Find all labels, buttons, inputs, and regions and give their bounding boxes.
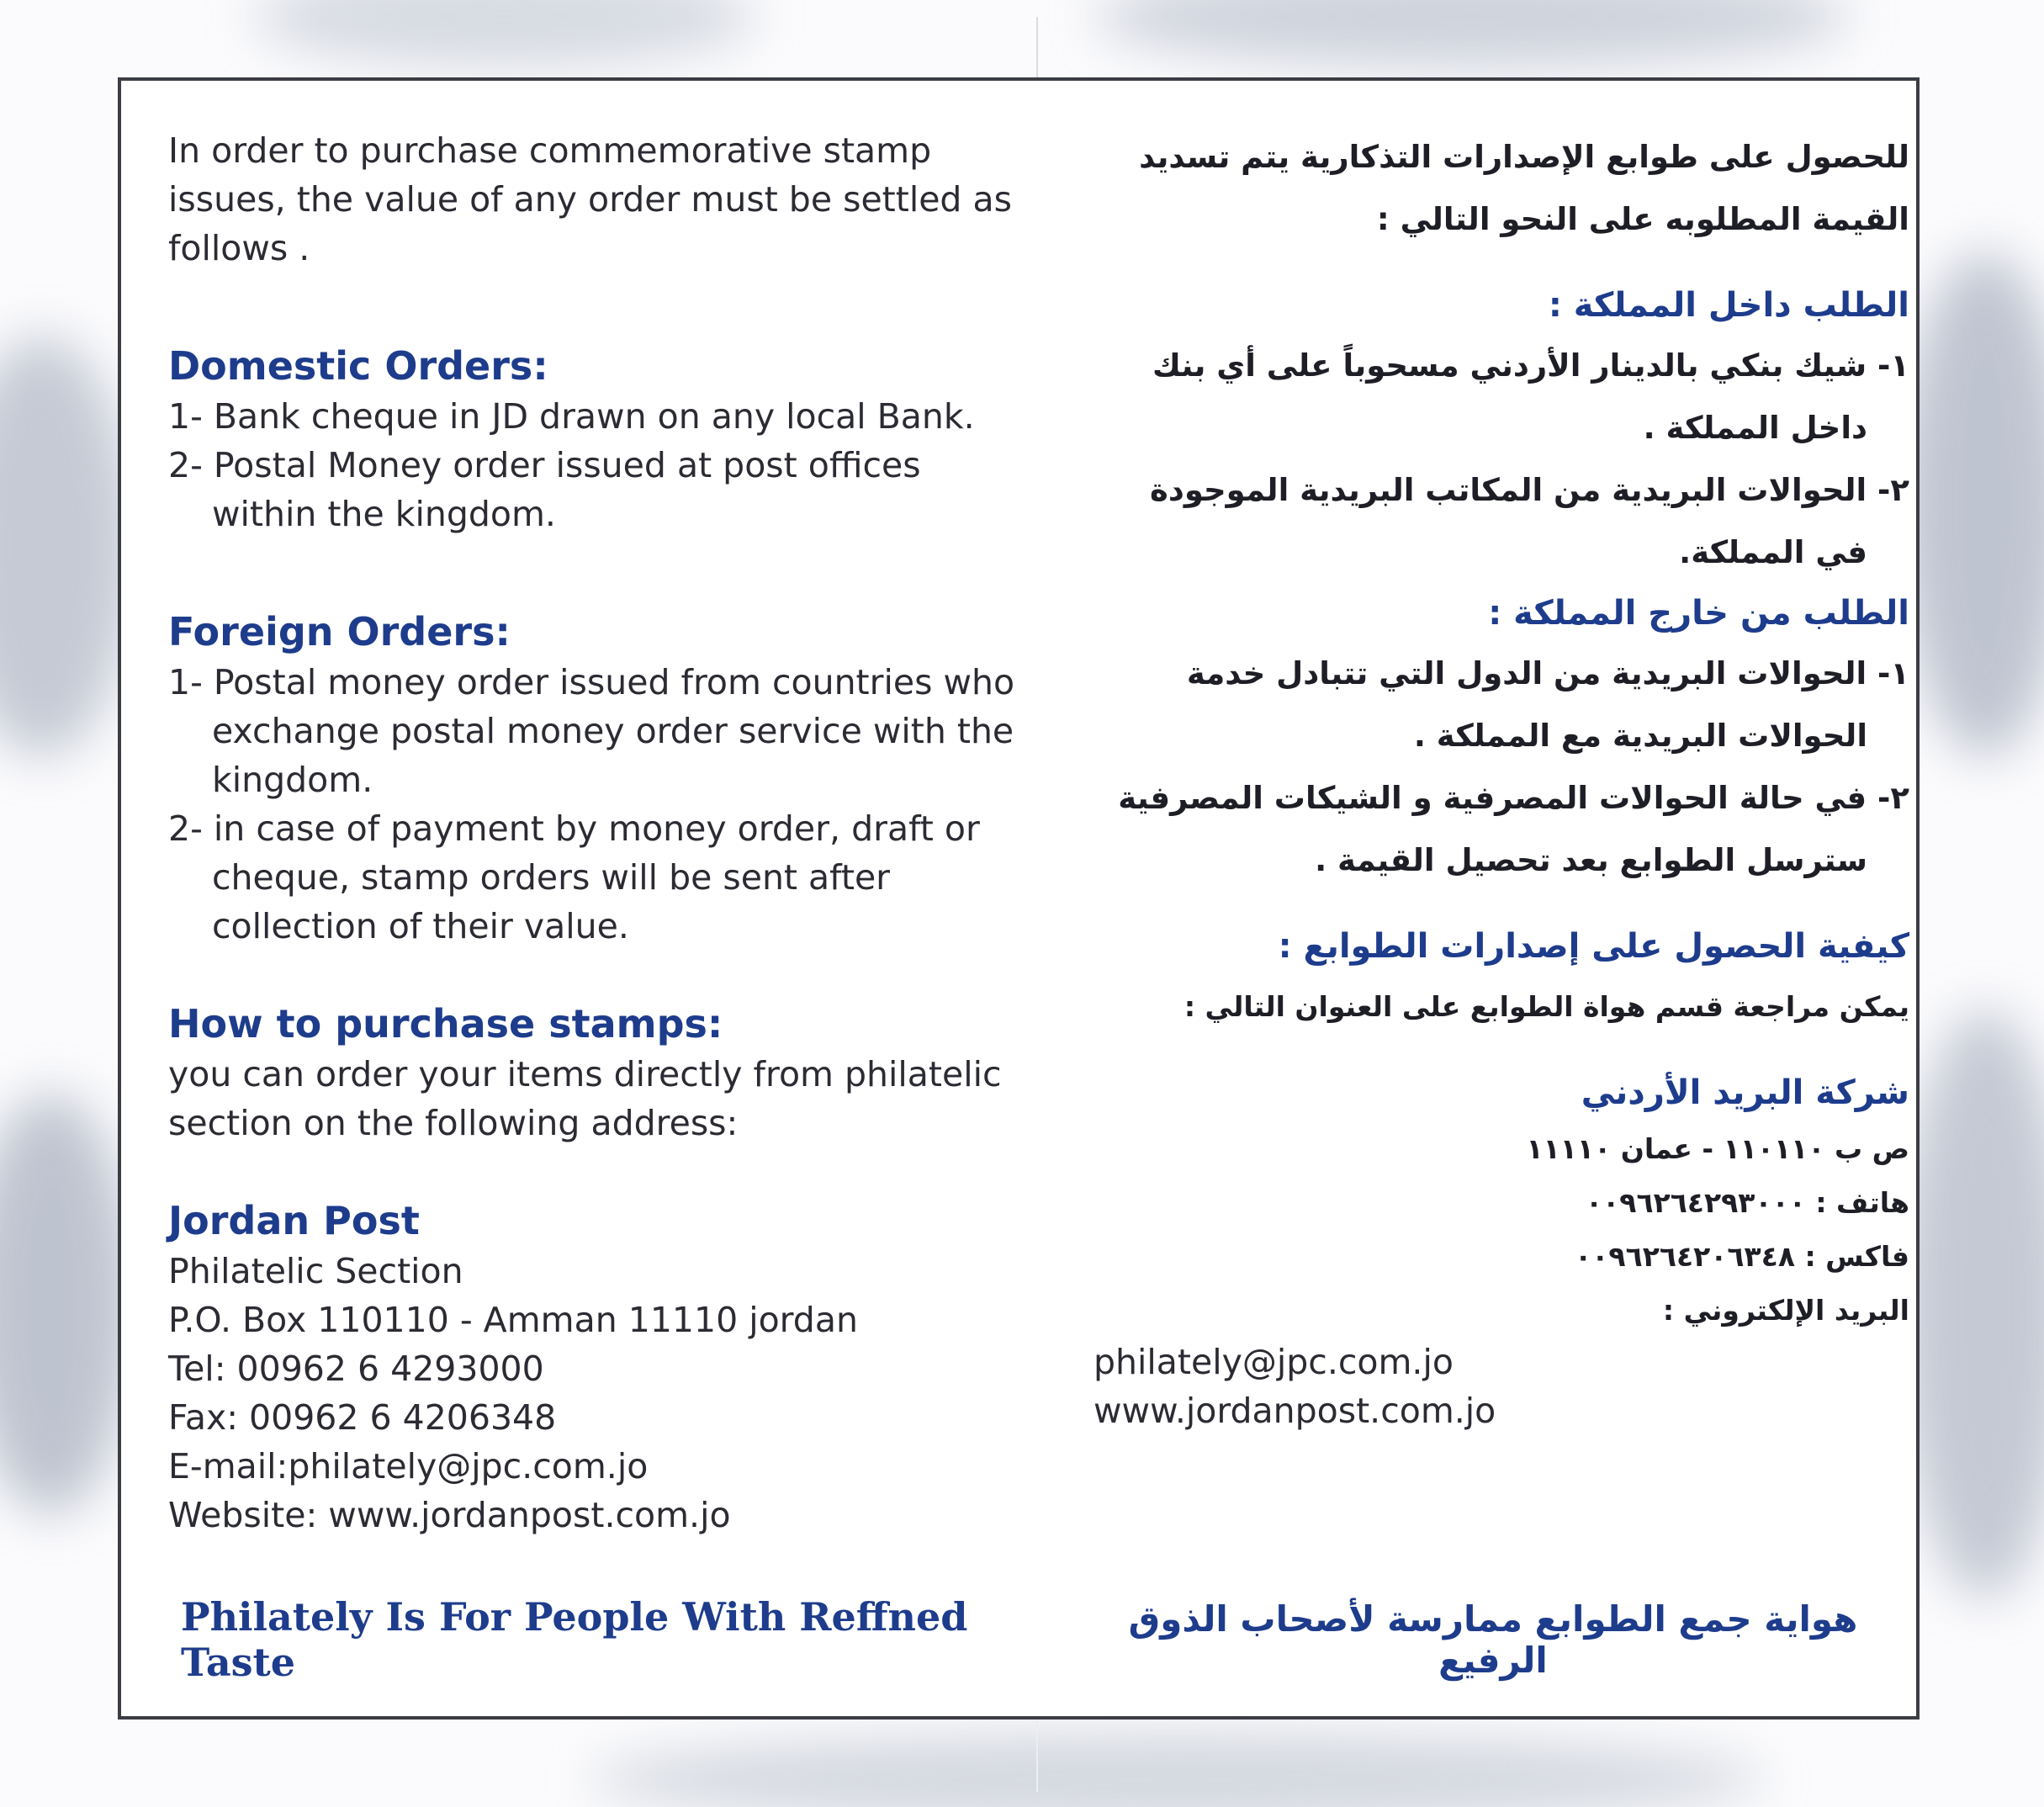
how-to-purchase-text: you can order your items directly from philatelic section on the following address: [168, 1054, 1002, 1143]
arabic-contact-email: philately@jpc.com.jo [1093, 1342, 1454, 1382]
arabic-column [1093, 126, 1909, 1435]
arabic-how-heading: كيفية الحصول على إصدارات الطوابع : [1278, 927, 1909, 966]
foreign-item-2: 2- in case of payment by money order, draft or cheque, stamp orders will be sent after collection of their value. [168, 808, 980, 946]
contact-line-address: P.O. Box 110110 - Amman 11110 jordan [168, 1300, 858, 1340]
arabic-contact-email-label: البريد الإلكتروني : [1662, 1294, 1909, 1327]
arabic-domestic-item-1: ١- شيك بنكي بالدينار الأردني مسحوباً على أي بنك داخل المملكة . [1152, 347, 1909, 446]
contact-line-website: Website: www.jordanpost.com.jo [168, 1495, 731, 1535]
contact-line-tel: Tel: 00962 6 4293000 [168, 1349, 544, 1389]
foreign-orders-heading: Foreign Orders: [168, 609, 511, 654]
arabic-domestic-heading: الطلب داخل المملكة : [1548, 286, 1909, 325]
arabic-jordan-post-heading: شركة البريد الأردني [1581, 1073, 1909, 1112]
domestic-item-2: 2- Postal Money order issued at post offices within the kingdom. [168, 445, 921, 534]
arabic-domestic-item-2: ٢- الحوالات البريدية من المكاتب البريدية الموجودة في المملكة. [1149, 472, 1909, 570]
arabic-slogan: هواية جمع الطوابع ممارسة لأصحاب الذوق الرفيع [1128, 1598, 1858, 1681]
arabic-intro: للحصول على طوابع الإصدارات التذكارية يتم تسديد القيمة المطلوبه على النحو التالي : [1139, 139, 1909, 237]
arabic-contact-tel: هاتف : ٠٠٩٦٢٦٤٢٩٣٠٠٠ [1586, 1186, 1909, 1219]
domestic-orders-heading: Domestic Orders: [168, 343, 548, 389]
jordan-post-heading: Jordan Post [168, 1198, 420, 1243]
contact-line-fax: Fax: 00962 6 4206348 [168, 1397, 557, 1438]
english-column [168, 126, 1035, 1539]
arabic-foreign-heading: الطلب من خارج المملكة : [1488, 594, 1909, 633]
arabic-foreign-item-1: ١- الحوالات البريدية من الدول التي تتبادل خدمة الحوالات البريدية مع المملكة . [1186, 655, 1909, 754]
arabic-how-text: يمكن مراجعة قسم هواة الطوابع على العنوان التالي : [1184, 990, 1909, 1023]
foreign-item-1: 1- Postal money order issued from countries who exchange postal money order service with the kingdom. [168, 662, 1015, 800]
arabic-contact-fax: فاكس : ٠٠٩٦٢٦٤٢٠٦٣٤٨ [1575, 1240, 1909, 1273]
domestic-item-1: 1- Bank cheque in JD drawn on any local Bank. [168, 396, 975, 437]
how-to-purchase-heading: How to purchase stamps: [168, 1001, 723, 1047]
english-slogan: Philately Is For People With Reffned Taste [181, 1594, 968, 1685]
arabic-foreign-item-2: ٢- في حالة الحوالات المصرفية و الشيكات المصرفية سترسل الطوابع بعد تحصيل القيمة . [1118, 780, 1909, 878]
contact-line-email: E-mail:philately@jpc.com.jo [168, 1446, 649, 1486]
arabic-contact-website: www.jordanpost.com.jo [1093, 1391, 1496, 1431]
contact-line-section: Philatelic Section [168, 1251, 463, 1291]
english-intro: In order to purchase commemorative stamp issues, the value of any order must be settled as follows . [168, 130, 1012, 268]
arabic-contact-pobox: ص ب ١١٠١١٠ - عمان ١١١١٠ [1526, 1132, 1909, 1165]
